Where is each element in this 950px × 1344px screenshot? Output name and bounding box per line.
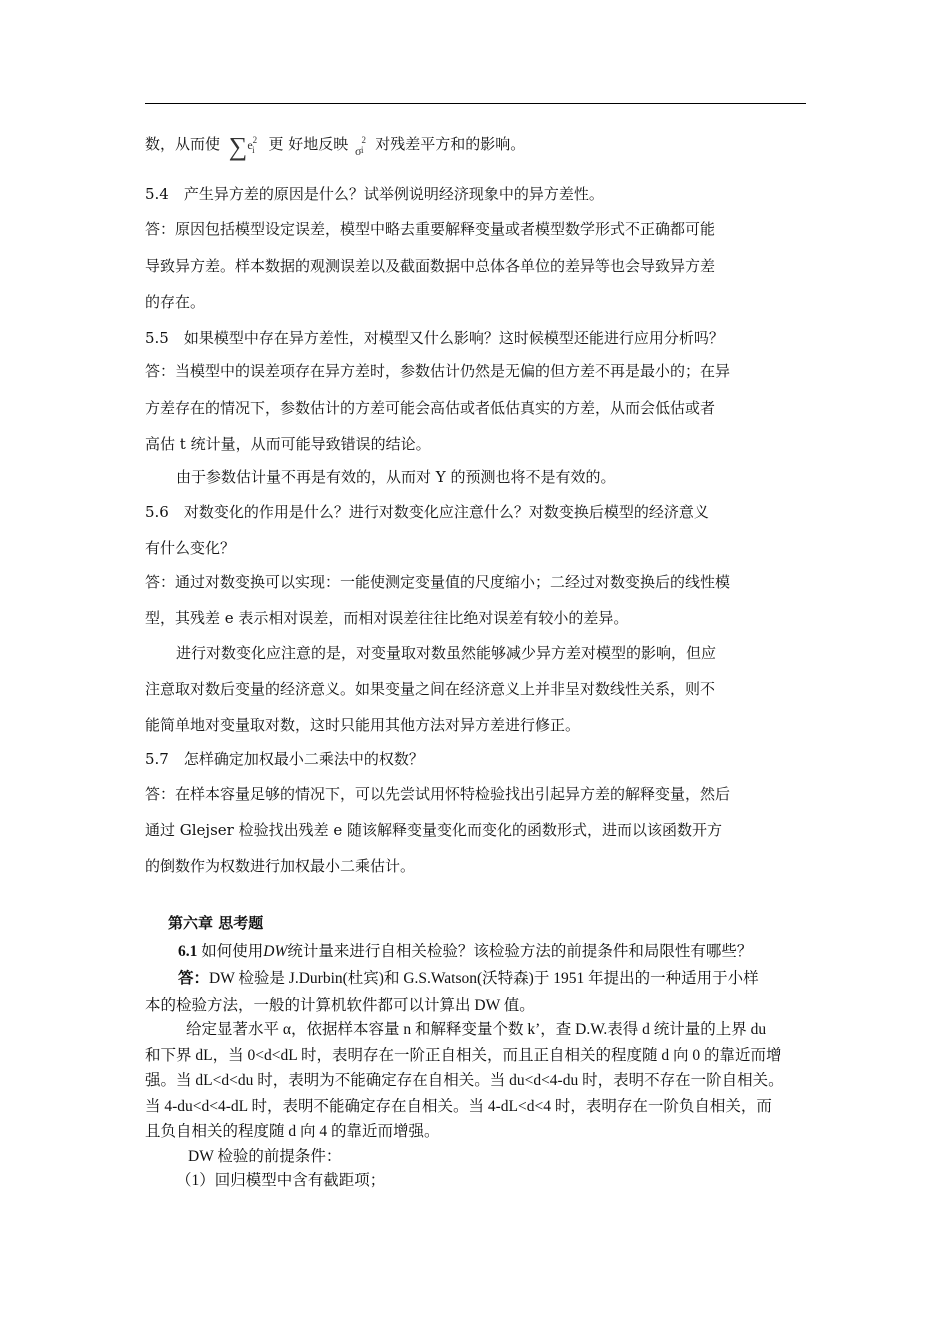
answer-line: 答：原因包括模型设定误差，模型中略去重要解释变量或者模型数学形式不正确都可能 [145, 220, 716, 238]
answer-line: 答：通过对数变换可以实现：一能使测定变量值的尺度缩小；二经过对数变换后的线性模 [145, 573, 731, 591]
formula-subscript: i [360, 145, 364, 155]
question-5-6: 5.6 对数变化的作用是什么？进行对数变化应注意什么？对数变换后模型的经济意义 [145, 503, 709, 521]
answer-line: 导致异方差。样本数据的观测误差以及截面数据中总体各单位的差异等也会导致异方差 [145, 257, 716, 275]
answer-line: 强。当 dL<d<du 时，表明为不能确定存在自相关。当 du<d<4-du 时，表明不存在一阶自相关。 [145, 1072, 784, 1089]
answer-line: 且负自相关的程度随 d 向 4 的靠近而增强。 [145, 1123, 440, 1140]
question-number: 6.1 [178, 943, 198, 960]
answer-line: 当 4-du<d<4-dL 时，表明不能确定存在自相关。当 4-dL<d<4 时，表明存在一阶负自相关，而 [145, 1098, 772, 1115]
answer-line: 本的检验方法，一般的计算机软件都可以计算出 DW 值。 [145, 997, 535, 1014]
answer-line: 能简单地对变量取对数，这时只能用其他方法对异方差进行修正。 [145, 716, 581, 734]
text-segment: 更 好地反映 [268, 135, 349, 153]
answer-line: 的存在。 [145, 293, 206, 311]
answer-line: 答：在样本容量足够的情况下，可以先尝试用怀特检验找出引起异方差的解释变量，然后 [145, 785, 731, 803]
answer-6-1-first [178, 969, 839, 989]
chapter-6-title: 第六章 思考题 [168, 914, 264, 932]
question-5-7: 5.7 怎样确定加权最小二乘法中的权数？ [145, 750, 424, 768]
text-line-fragment [145, 130, 806, 160]
formula-exponent: 2 [361, 135, 366, 145]
answer-line: （1）回归模型中含有截距项； [176, 1172, 386, 1189]
question-5-4: 5.4 产生异方差的原因是什么？试举例说明经济现象中的异方差性。 [145, 185, 604, 203]
text-segment: 数，从而使 [145, 135, 221, 153]
summation-symbol: ∑ [228, 132, 248, 161]
answer-line: 由于参数估计量不再是有效的，从而对 Y 的预测也将不是有效的。 [176, 468, 616, 486]
answer-line: 给定显著水平 α，依据样本容量 n 和解释变量个数 k’，查 D.W.表得 d 统计量的上界 du [186, 1021, 767, 1038]
answer-line: 注意取对数后变量的经济意义。如果变量之间在经济意义上并非呈对数线性关系，则不 [145, 680, 716, 698]
answer-line: 答：当模型中的误差项存在异方差时，参数估计仍然是无偏的但方差不再是最小的；在异 [145, 362, 731, 380]
sum-e-squared-formula [228, 132, 259, 161]
header-rule [145, 103, 806, 104]
sigma-squared-formula [355, 135, 367, 158]
answer-line: 的倒数作为权数进行加权最小二乘估计。 [145, 857, 416, 875]
answer-line: 通过 Glejser 检验找出残差 e 随该解释变量变化而变化的函数形式，进而以该函数开方 [145, 821, 723, 839]
text-segment: 如何使用 [197, 943, 264, 960]
question-5-6-cont: 有什么变化？ [145, 539, 236, 557]
answer-line: 高估 t 统计量，从而可能导致错误的结论。 [145, 435, 431, 453]
answer-line: DW 检验的前提条件： [188, 1148, 342, 1165]
question-6-1 [178, 942, 839, 962]
formula-e: e [247, 138, 253, 152]
answer-line: 进行对数变化应注意的是，对变量取对数虽然能够减少异方差对模型的影响，但应 [176, 644, 717, 662]
answer-line: 方差存在的情况下，参数估计的方差可能会高估或者低估真实的方差，从而会低估或者 [145, 399, 716, 417]
text-segment: 对残差平方和的影响。 [375, 135, 526, 153]
text-segment: 统计量来进行自相关检验？该检验方法的前提条件和局限性有哪些？ [287, 943, 753, 960]
formula-subscript: i [252, 145, 255, 155]
dw-term: DW [263, 943, 288, 960]
answer-label: 答： [178, 970, 210, 987]
text-segment: DW 检验是 J.Durbin(杜宾)和 G.S.Watson(沃特森)于 1951 年提出的一种适用于小样 [209, 970, 759, 987]
answer-line: 和下界 dL，当 0<d<dL 时，表明存在一阶正自相关，而且正自相关的程度随 d 向 0 的靠近而增 [145, 1047, 782, 1064]
formula-sigma: σ [355, 144, 362, 158]
formula-exponent: 2 [252, 135, 258, 145]
question-5-5: 5.5 如果模型中存在异方差性，对模型又什么影响？这时候模型还能进行应用分析吗？ [145, 329, 724, 347]
answer-line: 型，其残差 e 表示相对误差，而相对误差往往比绝对误差有较小的差异。 [145, 609, 629, 627]
